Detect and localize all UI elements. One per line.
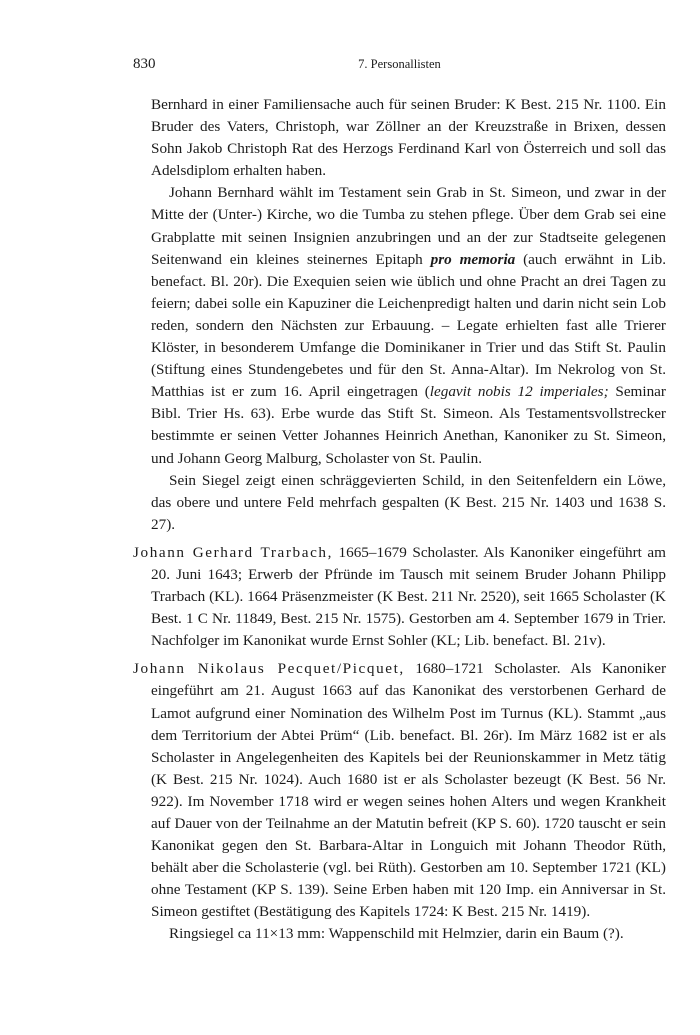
entry-pecquet	[133, 658, 666, 923]
page-header	[133, 56, 666, 76]
entry-trarbach	[133, 542, 666, 652]
entry-name: Johann Gerhard Trarbach,	[133, 543, 333, 561]
paragraph-text: Johann Bernhard wählt im Testament sein Grab in St. Simeon, und zwar in der Mitte der (Unter-) Kirche, wo die Tumba zu stehen pflege. Über dem Grab sei eine Grabplatte mit seinen Insignien anzubringen und an der zur Stadtseite gelegenen Seitenwand ein kleines steinernes Epitaph	[151, 184, 666, 268]
paragraph-testament	[133, 182, 666, 469]
entry-text: 1665–1679 Scholaster. Als Kanoniker eingeführt am 20. Juni 1643; Erwerb der Pfründe im Tausch mit seinem Bruder Johann Philipp Trarbach (KL). 1664 Präsenzmeister (K Best. 211 Nr. 2520), seit 1665 Scholaster (K Best. 1 C Nr. 11849, Best. 215 Nr. 1575). Gestorben am 4. September 1679 in Trier. Nachfolger im Kanonikat wurde Ernst Sohler (KL; Lib. benefact. Bl. 21v).	[151, 543, 666, 650]
paragraph-text: (auch erwähnt in Lib. benefact. Bl. 20r). Die Exequien seien wie üblich und ohne Pracht an drei Tagen zu feiern; dabei solle ein Kapuziner die Leichenpredigt halten und darin nicht sein Lob reden, sondern den Nächsten zur Erbauung. – Legate erhielten fast alle Trierer Klöster, in besonderem Umfange die Dominikaner in Trier und das Stift St. Paulin (Stiftung eines Stundengebetes und für den St. Anna-Altar). Im Nekrolog von St. Matthias ist er zum 16. April eingetragen (	[151, 250, 666, 401]
italic-phrase: pro memoria	[430, 250, 516, 268]
paragraph-text: Seminar Bibl. Trier Hs. 63). Erbe wurde das Stift St. Simeon. Als Testamentsvollstrecker bestimmte er seinen Vetter Johannes Heinrich Anethan, Kanoniker zu St. Simeon, und Johann Georg Malburg, Scholaster von St. Paulin.	[151, 383, 666, 467]
paragraph-seal: Sein Siegel zeigt einen schräggevierten Schild, in den Seitenfeldern ein Löwe, das obere und untere Feld mehrfach gespalten (K Best. 215 Nr. 1403 und 1638 S. 27).	[151, 471, 666, 533]
page-number: 830	[133, 56, 156, 72]
italic-phrase: legavit nobis 12 imperiales;	[429, 383, 609, 401]
paragraph-ring-seal: Ringsiegel ca 11×13 mm: Wappenschild mit Helmzier, darin ein Baum (?).	[169, 925, 624, 943]
entry-text: 1680–1721 Scholaster. Als Kanoniker eingeführt am 21. August 1663 auf das Kanonikat des verstorbenen Gerhard de Lamot aufgrund einer Nomination des Wilhelm Post im Turnus (KL). Stammt „aus dem Territorium der Abtei Prüm“ (Lib. benefact. Bl. 26r). Im März 1682 ist er als Scholaster in Angelegenheiten des Kapitels bei der Reunionskammer in Metz tätig (K Best. 215 Nr. 1024). Auch 1680 ist er als Scholaster bezeugt (K Best. 56 Nr. 922). Im November 1718 wird er wegen seines hohen Alters und wegen Krankheit auf Dauer von der Teilnahme an der Matutin befreit (KP S. 60). 1720 tauscht er sein Kanonikat gegen den St. Barbara-Altar in Longuich mit Johann Theodor Rüth, behält aber die Scholasterie (vgl. bei Rüth). Gestorben am 10. September 1721 (KL) ohne Testament (KP S. 139). Seine Erben haben mit 120 Imp. ein Anniversar in St. Simeon gestiftet (Bestätigung des Kapitels 1724: K Best. 215 Nr. 1419).	[151, 660, 666, 921]
body-text	[133, 94, 666, 946]
paragraph-continuation: Bernhard in einer Familiensache auch für seinen Bruder: K Best. 215 Nr. 1100. Ein Bruder des Vaters, Christoph, war Zöllner an der Kreuzstraße in Brixen, dessen Sohn Jakob Christoph Rat des Herzogs Ferdinand Karl von Österreich und soll das Adelsdiplom erhalten haben.	[151, 96, 666, 180]
entry-name: Johann Nikolaus Pecquet/Picquet,	[133, 660, 405, 678]
running-title: 7. Personallisten	[358, 57, 441, 71]
